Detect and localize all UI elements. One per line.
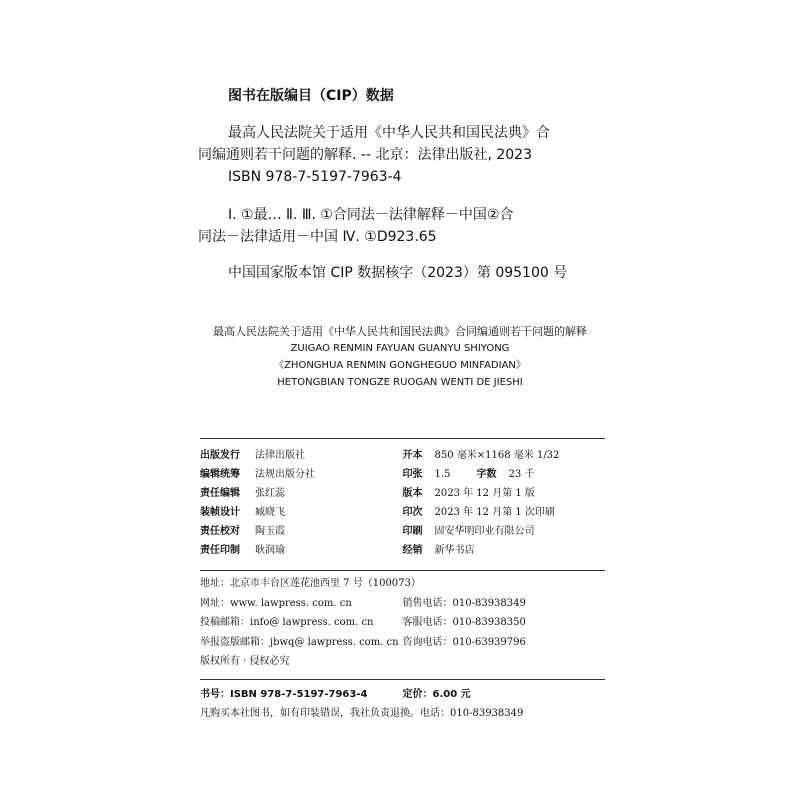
divider-bottom xyxy=(200,679,605,680)
value-edition: 2023 年 12 月第 1 版 xyxy=(434,488,535,499)
return-notice-text: 凡购买本社图书，如有印装错误，我社负责退换。电话：010-83938349 xyxy=(200,708,524,719)
cip-title-line-2: 同编通则若干问题的解释. -- 北京：法律出版社, 2023 xyxy=(198,147,532,163)
publishing-row xyxy=(200,465,605,484)
cip-class-line-2: 同法－法律适用－中国 Ⅳ. ①D923.65 xyxy=(198,229,437,245)
website-text: 网址：www. lawpress. com. cn xyxy=(200,597,352,609)
footer-info xyxy=(200,685,605,723)
publishing-info-table xyxy=(200,446,605,560)
label-proofreader: 责任校对 xyxy=(200,526,240,537)
label-print-manager: 责任印制 xyxy=(200,545,240,556)
value-printer: 固安华明印业有限公司 xyxy=(434,526,535,537)
cip-class-line-1: Ⅰ. ①最… Ⅱ. Ⅲ. ①合同法－法律解释－中国②合 xyxy=(228,207,514,223)
divider-top xyxy=(200,438,605,439)
label-format: 开本 xyxy=(402,450,423,461)
label-printer: 印刷 xyxy=(402,526,423,537)
address-text: 地址：北京市丰台区莲花池西里 7 号（100073） xyxy=(200,578,421,589)
label-editorial: 编辑统筹 xyxy=(200,469,240,480)
cip-heading: 图书在版编目（CIP）数据 xyxy=(228,88,394,104)
service-phone-text: 客服电话：010-83938350 xyxy=(402,617,526,628)
publishing-row xyxy=(200,503,605,522)
rights-text: 版权所有 · 侵权必究 xyxy=(200,656,290,667)
value-distributor: 新华书店 xyxy=(434,545,475,556)
book-number-text: 书号：ISBN 978-7-5197-7963-4 xyxy=(200,689,368,700)
sales-phone-text: 销售电话：010-83938349 xyxy=(402,597,526,609)
cip-verify-block xyxy=(198,262,578,284)
label-design: 装帧设计 xyxy=(200,507,240,518)
value-print-manager: 耿润瑜 xyxy=(255,545,285,556)
value-proofreader: 陶玉霞 xyxy=(255,526,285,537)
book-pinyin-line-2: 《ZHONGHUA RENMIN GONGHEGUO MINFADIAN》 xyxy=(274,360,526,371)
book-title-cn: 最高人民法院关于适用《中华人民共和国民法典》合同编通则若干问题的解释 xyxy=(213,325,587,338)
cip-isbn-line: ISBN 978-7-5197-7963-4 xyxy=(228,169,402,185)
label-editor: 责任编辑 xyxy=(200,488,240,499)
publishing-row xyxy=(200,484,605,503)
label-sheets: 印张 xyxy=(402,469,423,480)
value-editorial: 法规出版分社 xyxy=(255,469,315,480)
label-impression: 印次 xyxy=(402,507,423,518)
label-publisher: 出版发行 xyxy=(200,450,240,461)
label-distributor: 经销 xyxy=(402,545,423,556)
value-format: 850 毫米×1168 毫米 1/32 xyxy=(434,450,560,461)
publishing-row xyxy=(200,541,605,560)
consult-phone-text: 咨询电话：010-63939796 xyxy=(402,636,526,648)
value-design: 臧晓飞 xyxy=(255,507,285,518)
publishing-row xyxy=(200,446,605,465)
value-sheets: 1.5 xyxy=(434,469,451,480)
book-pinyin-line-3: HETONGBIAN TONGZE RUOGAN WENTI DE JIESHI xyxy=(277,377,523,388)
submission-email-text: 投稿邮箱：info@ lawpress. com. cn xyxy=(200,617,374,628)
cip-classification-block xyxy=(198,204,578,248)
contact-info xyxy=(200,574,605,672)
cip-verify-line: 中国国家版本馆 CIP 数据核字（2023）第 095100 号 xyxy=(228,265,568,281)
value-word-count: 23 千 xyxy=(508,469,535,480)
label-word-count: 字数 xyxy=(476,469,497,480)
divider-middle xyxy=(200,570,605,571)
price-text: 定价：6.00 元 xyxy=(402,689,471,700)
cip-title-block xyxy=(198,122,578,188)
cip-title-line-1: 最高人民法院关于适用《中华人民共和国民法典》合 xyxy=(228,125,550,141)
label-edition: 版本 xyxy=(402,488,423,499)
value-impression: 2023 年 12 月第 1 次印刷 xyxy=(434,507,555,518)
value-publisher: 法律出版社 xyxy=(255,450,305,461)
value-editor: 张红蕊 xyxy=(255,488,285,499)
piracy-email-text: 举报盗版邮箱：jbwq@ lawpress. com. cn xyxy=(200,636,399,648)
book-pinyin-line-1: ZUIGAO RENMIN FAYUAN GUANYU SHIYONG xyxy=(290,343,510,354)
publishing-row xyxy=(200,522,605,541)
book-title-block xyxy=(200,324,600,391)
